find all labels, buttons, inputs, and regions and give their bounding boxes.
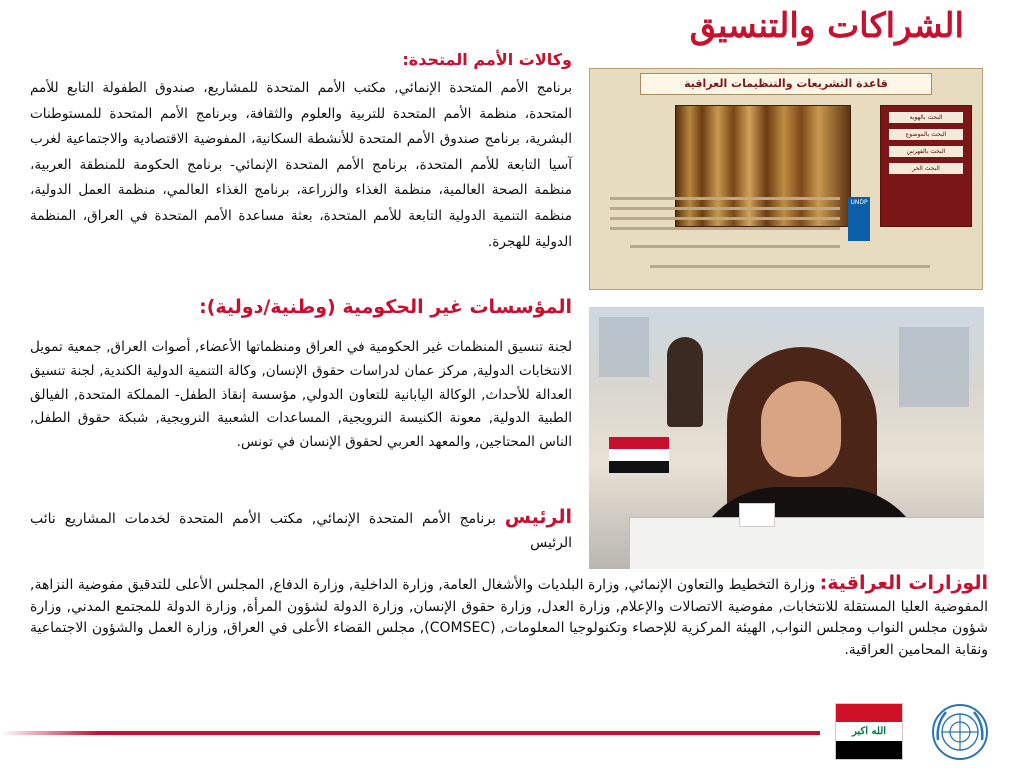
flag-red-band bbox=[836, 704, 902, 722]
photo-iraqi-flag bbox=[609, 437, 669, 473]
database-text-line bbox=[610, 197, 840, 200]
un-agencies-body: برنامج الأمم المتحدة الإنمائي, مكتب الأمم المتحدة للمشاريع، صندوق الطفولة التابع للأمم المتحدة، منظمة الأمم المتحدة للتربية والعلوم والثقافة، وبرنامج الأمم المتحدة للمستوطنات البشرية، برنامج صندوق الأمم المتحدة للأنشطة السكانية، المفوضية الاقتصادية والاجتماعية لغرب آسيا التابعة للأمم المتحدة، برنامج الأمم المتحدة الإنمائي- برنامج الحكومة للمنطقة العربية، منظمة الصحة العالمية، منظمة الغذاء والزراعة، برنامج الغذاء العالمي، منظمة العمل الدولية، منظمة التنمية الدولية التابعة للأمم المتحدة، بعثة مساعدة الأمم المتحدة في العراق، المنظمة الدولية للهجرة. bbox=[30, 80, 572, 250]
ministries-heading: الوزارات العراقية: bbox=[819, 572, 988, 594]
president-label: الرئيس bbox=[504, 506, 572, 528]
photo-ballot-box bbox=[629, 517, 984, 569]
un-agencies-heading: وكالات الأمم المتحدة: bbox=[402, 50, 572, 69]
president-body: برنامج الأمم المتحدة الإنمائي, مكتب الأمم المتحدة لخدمات المشاريع نائب الرئيس bbox=[30, 511, 572, 551]
ministries-body: وزارة التخطيط والتعاون الإنمائي, وزارة البلديات والأشغال العامة, وزارة الداخلية, وزارة الدفاع, المجلس الأعلى للتدقيق مفوضية النزاهة, المفوضية العليا المستقلة للانتخابات, مفوضية الاتصالات والإعلام, وزارة العدل, وزارة حقوق الإنسان, وزارة الدولة لشؤون المرأة, وزارة الدولة للمجتمع المدني, وزارة شؤون مجلس النواب ومجلس النواب, الهيئة المركزية للإحصاء وتكنولوجيا المعلومات, (COMSEC), مجلس القضاء الأعلى في العراق, وزارة العمل والشؤون الاجتماعية ونقابة المحامين العراقية. bbox=[30, 577, 988, 658]
photo-window bbox=[899, 327, 969, 407]
iraq-flag-icon bbox=[835, 703, 903, 760]
database-menu-item: البحث الحر bbox=[889, 163, 963, 174]
database-menu bbox=[880, 105, 972, 227]
legislation-database-screenshot bbox=[589, 68, 983, 290]
database-text-line bbox=[610, 227, 840, 230]
woman-voting-photo bbox=[589, 307, 984, 569]
slide-title: الشراكات والتنسيق bbox=[689, 6, 964, 46]
photo-window bbox=[599, 317, 649, 377]
database-text-line bbox=[630, 245, 840, 248]
undp-logo: UNDP bbox=[848, 197, 870, 241]
database-title: قاعدة التشريعات والتنظيمات العراقية bbox=[640, 73, 932, 95]
flag-white-band: الله اكبر bbox=[836, 722, 902, 740]
database-footer-line bbox=[650, 265, 930, 268]
bottom-divider bbox=[0, 731, 820, 735]
database-text-line bbox=[610, 207, 840, 210]
photo-ballot-paper bbox=[739, 503, 775, 527]
database-text-line bbox=[610, 217, 840, 220]
database-menu-item: البحث بالفهرس bbox=[889, 146, 963, 157]
photo-face bbox=[761, 381, 841, 477]
ngos-body: لجنة تنسيق المنظمات غير الحكومية في العراق ومنظماتها الأعضاء, أصوات العراق, جمعية تمويل الانتخابات الدولية, مركز عمان لدراسات حقوق الإنسان, وكالة التنمية الدولية الكندية, لجنة تنسيق العدالة للأحداث, الوكالة اليابانية للتعاون الدولي, مؤسسة إنقاذ الطفل- المملكة المتحدة, الفيالق الطبية الدولية, معونة الكنيسة النرويجية, المساعدات الشعبية النرويجية, شبكة حقوق الطفل, الناس المحتاجين, والمعهد العربي لحقوق الإنسان في تونس. bbox=[30, 339, 572, 451]
president-block bbox=[30, 505, 572, 555]
database-menu-item: البحث بالموضوع bbox=[889, 129, 963, 140]
flag-black-band bbox=[836, 741, 902, 759]
photo-background-person bbox=[667, 337, 703, 427]
ministries-block bbox=[30, 573, 988, 661]
ngos-heading: المؤسسات غير الحكومية (وطنية/دولية): bbox=[199, 296, 572, 318]
un-emblem-icon bbox=[930, 702, 990, 762]
database-menu-item: البحث بالهوية bbox=[889, 112, 963, 123]
